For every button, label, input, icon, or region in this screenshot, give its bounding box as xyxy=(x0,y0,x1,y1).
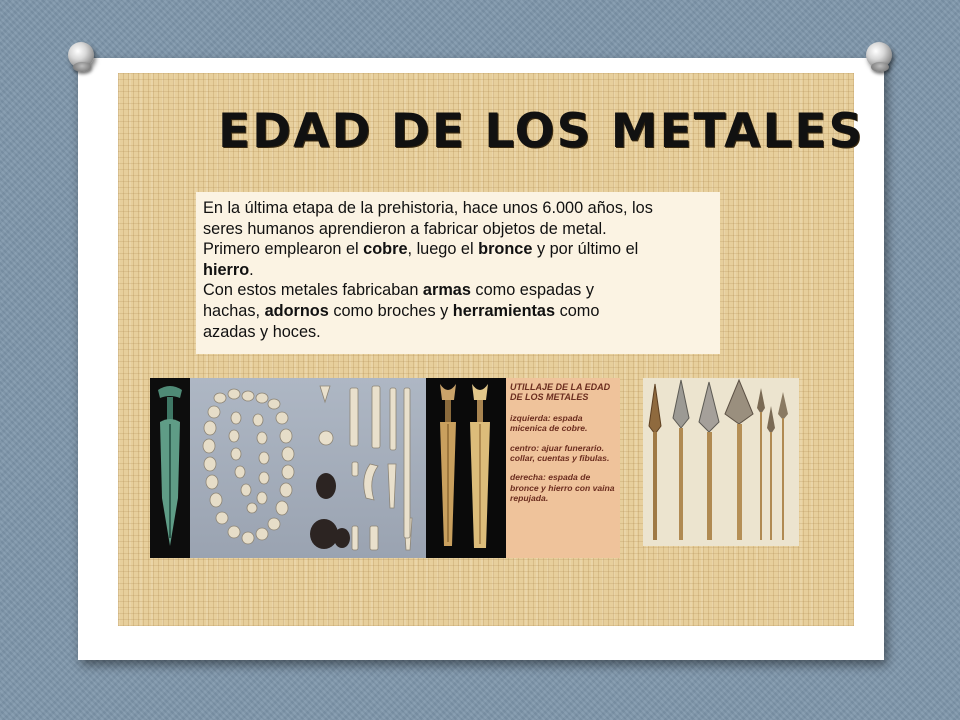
text-line: hierro. xyxy=(203,260,254,279)
keyword-copper: cobre xyxy=(363,240,408,259)
slide-title: EDAD DE LOS METALES xyxy=(218,104,865,159)
intro-text-box xyxy=(196,192,720,354)
funerary-goods-image xyxy=(190,378,426,558)
keyword-iron: hierro xyxy=(203,260,250,279)
keyword-tools: herramientas xyxy=(452,301,556,320)
keyword-bronze: bronce xyxy=(478,240,533,259)
keyword-ornaments: adornos xyxy=(264,301,329,320)
caption-heading: UTILLAJE DE LA EDAD DE LOS METALES xyxy=(510,382,611,403)
caption-center: centro: ajuar funerario. collar, cuentas y fibulas. xyxy=(510,442,610,464)
caption-right: derecha: espada de bronce y hierro con vaina repujada. xyxy=(510,472,615,504)
text-line: seres humanos aprendieron a fabricar objetos de metal. xyxy=(203,219,607,238)
image-caption-panel xyxy=(506,378,620,558)
text-line: En la última etapa de la prehistoria, hace unos 6.000 años, los xyxy=(203,199,653,217)
swords-image xyxy=(426,378,506,558)
pushpin-icon xyxy=(68,42,94,68)
text-line: hachas, adornos como broches y herramientas como xyxy=(203,301,600,320)
copper-dagger-image xyxy=(150,378,190,558)
text-line: azadas y hoces. xyxy=(203,322,321,341)
spearheads-image xyxy=(643,378,799,546)
caption-left: izquierda: espada micenica de cobre. xyxy=(510,412,588,434)
text-line: Con estos metales fabricaban armas como espadas y xyxy=(203,281,594,300)
text-line: Primero emplearon el cobre, luego el bronce y por último el xyxy=(203,240,639,259)
pushpin-icon xyxy=(866,42,892,68)
keyword-weapons: armas xyxy=(422,281,471,300)
